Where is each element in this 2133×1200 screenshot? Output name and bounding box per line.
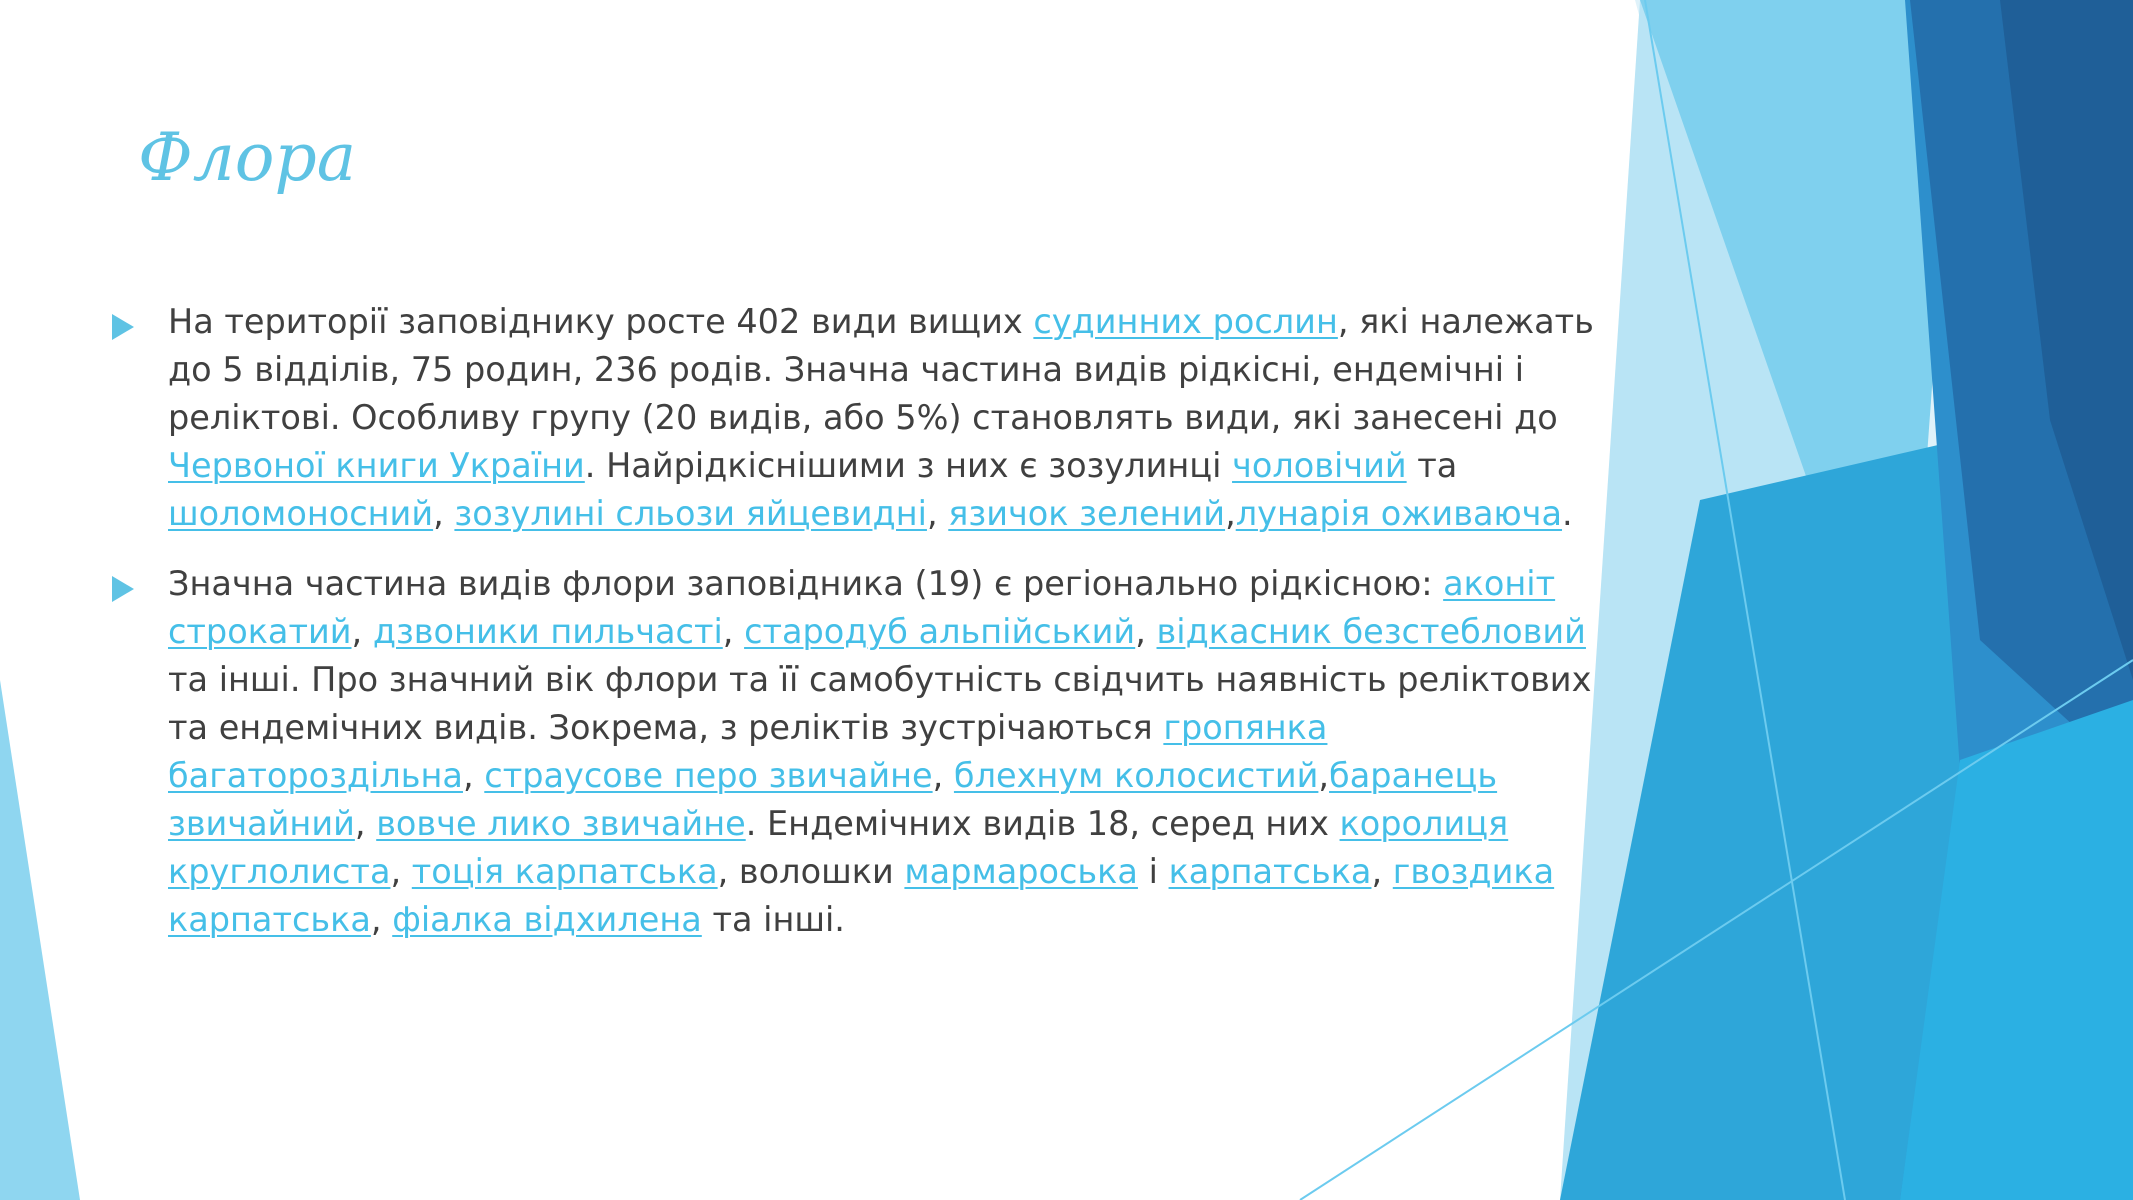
wiki-link[interactable]: відкасник безстебловий <box>1156 612 1586 651</box>
wiki-link[interactable]: мармароська <box>904 852 1138 891</box>
body-text: . Найрідкіснішими з них є зозулинці <box>584 446 1233 485</box>
body-text: Значна частина видів флори заповідника (19) є регіонально рідкісною: <box>168 564 1444 603</box>
wiki-link[interactable]: вовче лико звичайне <box>376 804 746 843</box>
body-text: , <box>351 612 373 651</box>
wiki-link[interactable]: карпатська <box>1168 852 1372 891</box>
wiki-link[interactable]: лунарія оживаюча <box>1235 494 1563 533</box>
wiki-link[interactable]: фіалка відхилена <box>392 900 702 939</box>
wiki-link[interactable]: стародуб альпійський <box>744 612 1136 651</box>
body-text: , <box>1135 612 1157 651</box>
wiki-link[interactable]: баранець звичайний <box>168 756 1498 843</box>
wiki-link[interactable]: язичок зелений <box>948 494 1226 533</box>
body-text: , <box>722 612 745 651</box>
body-text: . <box>1562 494 1573 533</box>
body-text: , <box>433 494 455 533</box>
bullet-2 <box>106 560 1616 944</box>
body-text: , <box>932 756 954 795</box>
body-text: , <box>354 804 377 843</box>
body-text: , <box>462 756 485 795</box>
triangle-right-icon <box>112 314 134 340</box>
wiki-link[interactable]: дзвоники пильчасті <box>372 612 723 651</box>
body-text: , які належать до 5 відділів, 75 родин, 236 родів. Значна частина видів рідкісні, ендемічні і реліктові. Особливу групу (20 видів, або 5%) становлять види, які занесені до <box>168 302 1594 437</box>
body-text: . Ендемічних видів 18, серед них <box>745 804 1340 843</box>
wiki-link[interactable]: аконіт строкатий <box>168 564 1556 651</box>
triangle-right-icon <box>112 576 134 602</box>
body-text: та <box>1406 446 1458 485</box>
wiki-link[interactable]: блехнум колосистий <box>953 756 1319 795</box>
wiki-link[interactable]: гвоздика карпатська <box>168 852 1555 939</box>
body-text: і <box>1137 852 1169 891</box>
wiki-link[interactable]: тоція карпатська <box>411 852 718 891</box>
body-text: , <box>1371 852 1393 891</box>
bullet-1 <box>106 298 1616 538</box>
body-text: , <box>370 900 393 939</box>
left-edge-wedge <box>0 680 80 1200</box>
body-text: , <box>390 852 412 891</box>
body-text: На території заповіднику росте 402 види вищих <box>168 302 1034 341</box>
body-text: , <box>926 494 949 533</box>
body-text: та інші. <box>701 900 845 939</box>
wiki-link[interactable]: судинних рослин <box>1033 302 1338 341</box>
body-text: , <box>1225 494 1236 533</box>
wiki-link[interactable]: зозулині сльози яйцевидні <box>454 494 927 533</box>
wiki-link[interactable]: гропянка багатороздільна <box>168 708 1328 795</box>
body-text: , волошки <box>717 852 905 891</box>
wiki-link[interactable]: шоломоносний <box>168 494 434 533</box>
wiki-link[interactable]: страусове перо звичайне <box>484 756 933 795</box>
slide-title: Флора <box>138 119 357 196</box>
slide-body <box>106 298 1616 966</box>
bullet-text <box>168 564 1591 939</box>
wiki-link[interactable]: чоловічий <box>1232 446 1407 485</box>
wiki-link[interactable]: Червоної книги України <box>168 446 585 485</box>
body-text: , <box>1318 756 1330 795</box>
bullet-text <box>168 302 1594 533</box>
body-text: та інші. Про значний вік флори та її самобутність свідчить наявність реліктових та ендемічних видів. Зокрема, з реліктів зустрічаються <box>168 660 1592 747</box>
wiki-link[interactable]: королиця круглолиста <box>168 804 1509 891</box>
